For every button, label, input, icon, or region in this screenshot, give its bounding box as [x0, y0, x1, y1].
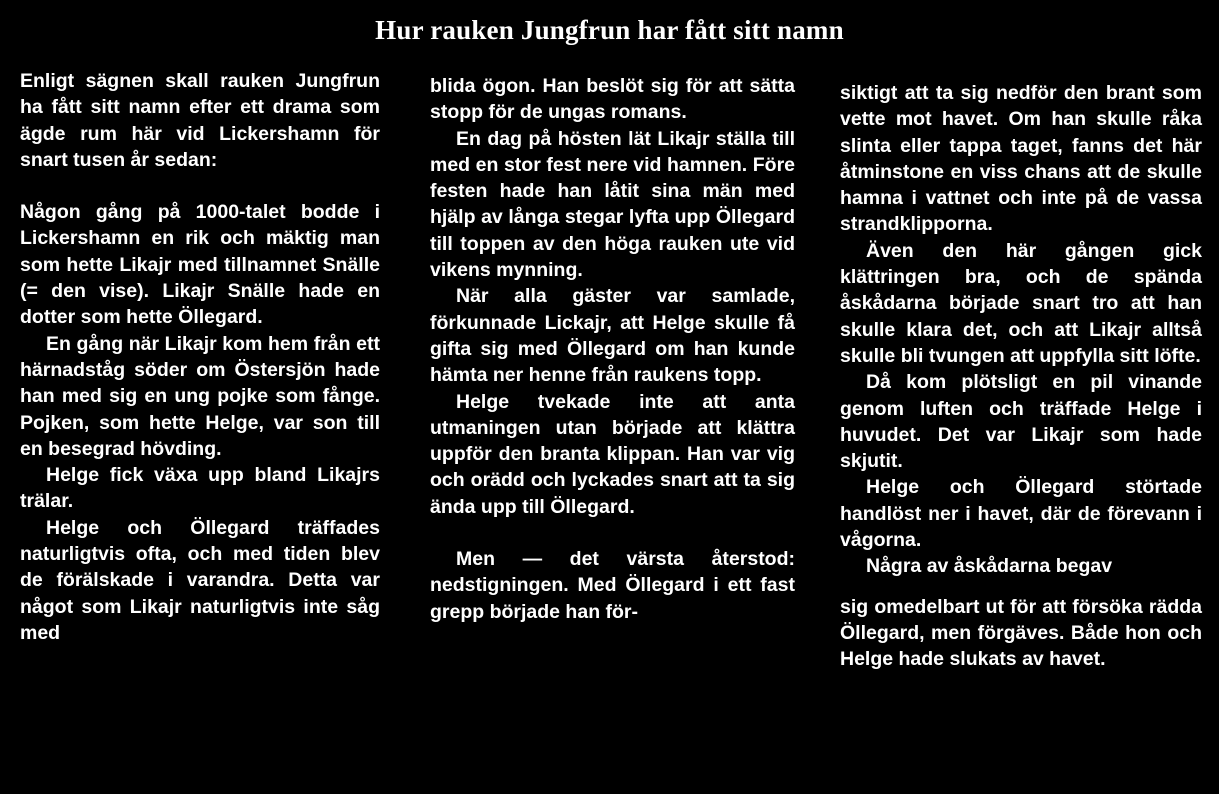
article-column-2 [430, 73, 795, 625]
paragraph: En dag på hösten lät Likajr ställa till med en stor fest nere vid hamnen. Före festen hade han låtit sina män med hjälp av långa stegar lyfta upp Öllegard till toppen av den höga rauken ute vid vikens mynning. [430, 127, 795, 282]
paragraph: blida ögon. Han beslöt sig för att sätta stopp för de ungas romans. [430, 75, 795, 124]
paragraph: Helge och Öllegard störtade handlöst ner i havet, där de förevann i vågorna. [840, 476, 1202, 552]
article-column-3 [840, 80, 1202, 673]
paragraph: Men — det värsta återstod: nedstigningen. Med Öllegard i ett fast grepp började han för- [430, 548, 795, 623]
paragraph: När alla gäster var samlade, förkunnade Lickajr, att Helge skulle få gifta sig med Öllegard om han kunde hämta ner henne från raukens topp. [430, 285, 795, 387]
paragraph: Helge tvekade inte att anta utmaningen utan började att klättra uppför den branta klippan. Han var vig och orädd och lyckades snart att ta sig ända upp till Öllegard. [430, 390, 795, 518]
article-headline: Hur rauken Jungfrun har fått sitt namn [375, 15, 844, 45]
paragraph: En gång när Likajr kom hem från ett härnadståg söder om Östersjön hade han med sig en ung pojke som fånge. Pojken, som hette Helge, var son till en besegrad hövding. [20, 332, 380, 460]
paragraph: sig omedelbart ut för att försöka rädda Öllegard, men förgäves. Både hon och Helge hade slukats av havet. [840, 595, 1202, 671]
paragraph: Helge och Öllegard träffades naturligtvis ofta, och med tiden blev de förälskade i varandra. Detta var något som Likajr naturligtvis inte såg med [20, 516, 380, 644]
article-column-1 [20, 68, 380, 646]
paragraph: siktigt att ta sig nedför den brant som vette mot havet. Om han skulle råka slinta eller tappa taget, fanns det här åtminstone en viss chans att de skulle hamna i vattnet och inte på de vassa strandklipporna. [840, 82, 1202, 236]
paragraph: Enligt sägnen skall rauken Jungfrun ha fått sitt namn efter ett drama som ägde rum här vid Lickershamn för snart tusen år sedan: [20, 70, 380, 171]
paragraph: Då kom plötsligt en pil vinande genom luften och träffade Helge i huvudet. Det var Likajr som hade skjutit. [840, 371, 1202, 473]
paragraph: Någon gång på 1000-talet bodde i Lickershamn en rik och mäktig man som hette Likajr med tillnamnet Snälle (= den vise). Likajr Snälle hade en dotter som hette Öllegard. [20, 201, 380, 329]
paragraph: Helge fick växa upp bland Likajrs trälar. [20, 464, 380, 513]
paragraph: Även den här gången gick klättringen bra, och de spända åskådarna började snart tro att han skulle klara det, och att Likajr alltså skulle bli tvungen att uppfylla sitt löfte. [840, 239, 1202, 367]
paragraph: Några av åskådarna begav [866, 555, 1113, 578]
